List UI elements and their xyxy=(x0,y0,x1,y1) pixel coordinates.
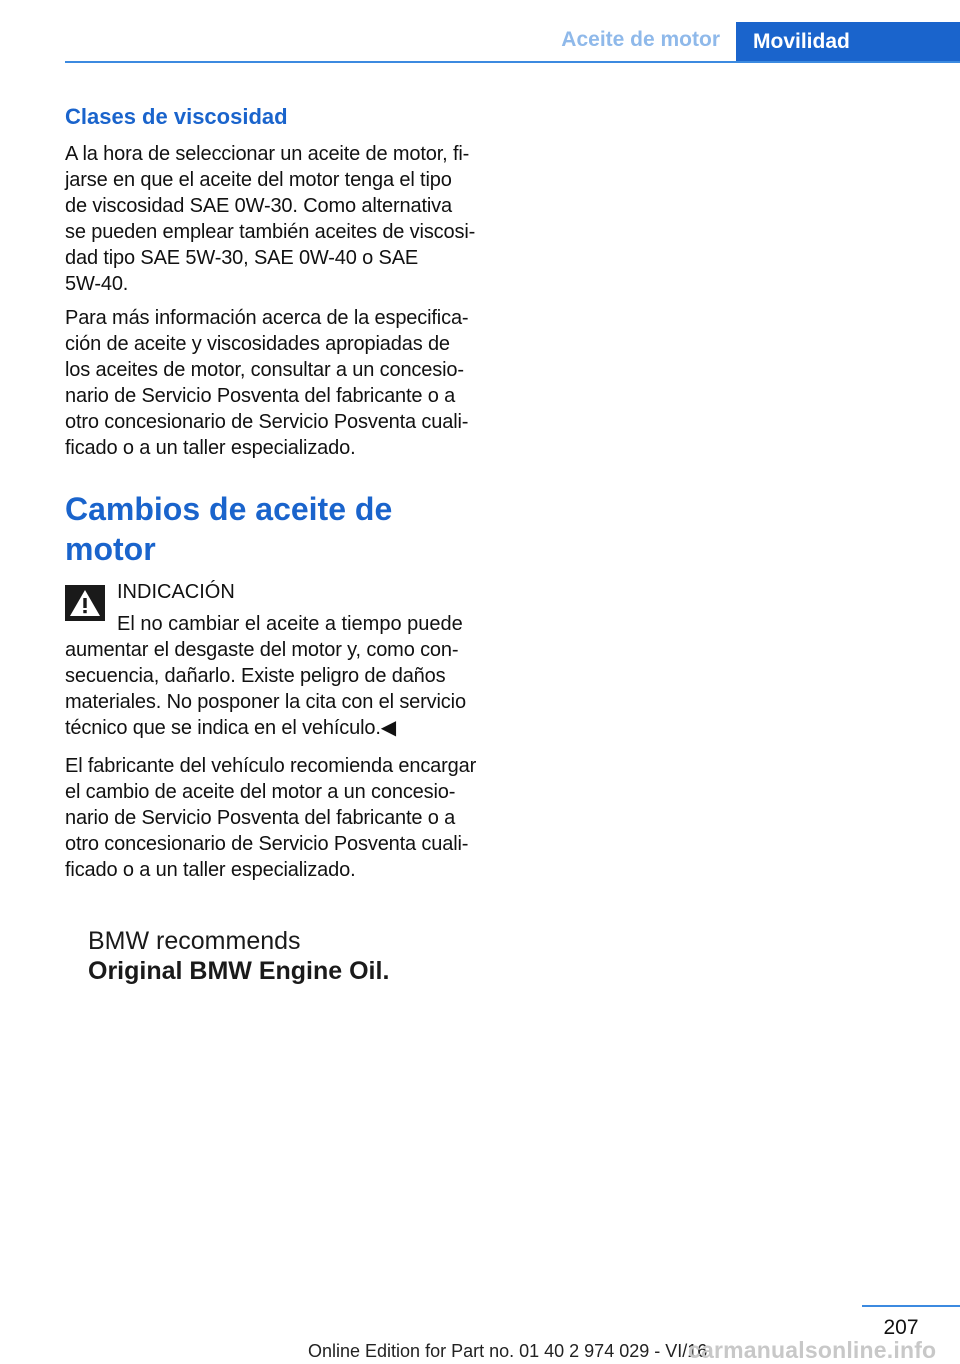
edition-note: Online Edition for Part no. 01 40 2 974 029 - VI/16 xyxy=(308,1341,708,1361)
warning-text: aumentar el desgaste del motor y, como con- secuencia, dañarlo. Existe peligro de daños materiales. No posponer la cita con el servicio técnico que se indica en el vehículo.◀ xyxy=(65,639,466,739)
viscosity-paragraph-2: Para más información acerca de la especifica- ción de aceite y viscosidades apropiadas de los aceites de motor, consultar a un concesio- nario de Servicio Posventa del fabricante o a otro concesionario de Servicio Posventa cuali- ficado o a un taller especializado. xyxy=(65,307,469,459)
footer-rule xyxy=(862,1305,960,1307)
bmw-oil-recommendation xyxy=(88,926,389,986)
header-rule xyxy=(65,61,960,63)
page-number: 207 xyxy=(883,1316,919,1339)
warning-label: INDICACIÓN xyxy=(117,581,235,603)
brand-line-2: Original BMW Engine Oil. xyxy=(88,957,390,985)
warning-line-1: El no cambiar el aceite a tiempo puede xyxy=(117,613,463,635)
brand-line-1: BMW recommends xyxy=(88,927,301,955)
page-header xyxy=(0,0,960,62)
oil-change-heading: Cambios de aceite de motor xyxy=(65,491,393,567)
header-section-title: Aceite de motor xyxy=(561,28,720,51)
warning-triangle-icon xyxy=(65,585,105,621)
oil-change-section xyxy=(65,489,485,883)
viscosity-section xyxy=(65,103,485,461)
viscosity-paragraph-1: A la hora de seleccionar un aceite de motor, fi- jarse en que el aceite del motor tenga el tipo de viscosidad SAE 0W-30. Como alternativa se pueden emplear también aceites de viscosi- dad tipo SAE 5W-30, SAE 0W-40 o SAE 5W-40. xyxy=(65,143,476,295)
watermark: carmanualsonline.info xyxy=(688,1337,937,1363)
warning-box xyxy=(65,579,485,741)
chapter-tab-label: Movilidad xyxy=(753,30,850,53)
oil-change-paragraph: El fabricante del vehículo recomienda encargar el cambio de aceite del motor a un concesio- nario de Servicio Posventa del fabricante o a otro concesionario de Servicio Posventa cuali- ficado o a un taller especializado. xyxy=(65,755,477,881)
chapter-tab[interactable] xyxy=(736,22,960,62)
viscosity-heading: Clases de viscosidad xyxy=(65,104,288,129)
